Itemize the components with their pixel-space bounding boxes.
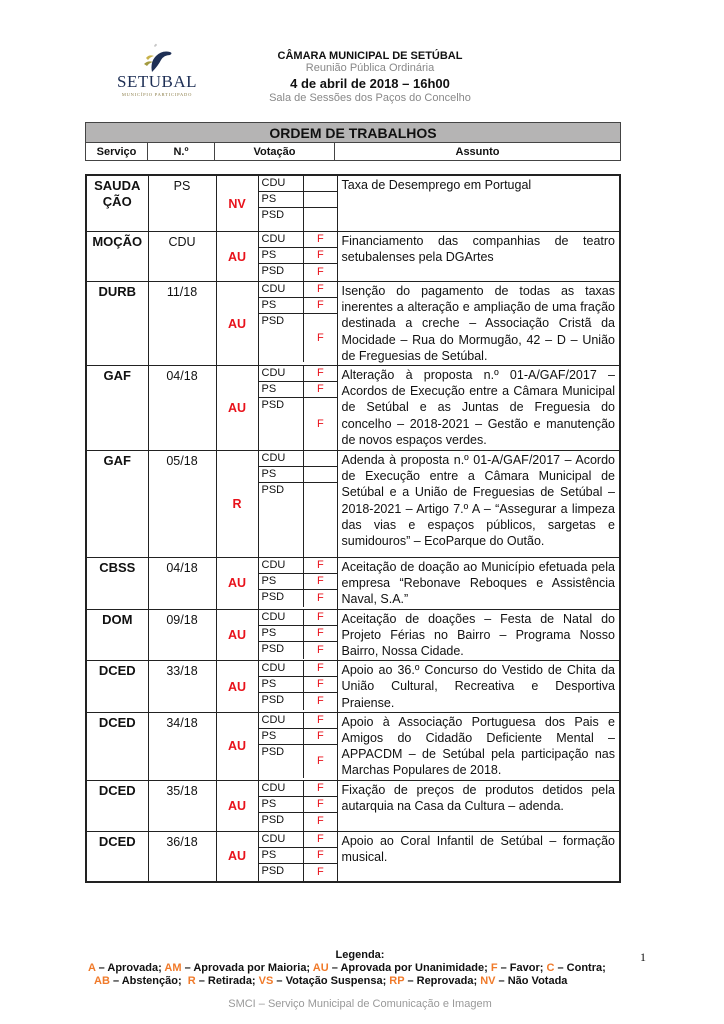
party-name: PSD <box>261 591 285 604</box>
party-vote-row <box>259 796 337 812</box>
logo-wordmark: SETUBAL <box>117 72 197 91</box>
party-votes-cell <box>258 609 337 661</box>
legend-meaning: – Aprovada por Maioria; <box>181 962 313 974</box>
party-name: CDU <box>259 176 304 192</box>
party-votes-table <box>259 781 337 831</box>
party-vote: F <box>304 832 337 848</box>
assunto-cell: Aceitação de doações – Festa de Natal do Projeto Férias no Bairro – Programa Nosso Bairro, Nossa Cidade. <box>337 609 620 661</box>
party-votes-cell <box>258 366 337 451</box>
party-vote: F <box>304 382 337 398</box>
party-vote-row <box>259 176 337 192</box>
column-header-numero: N.º <box>148 143 215 161</box>
column-header-votacao: Votação <box>215 143 335 161</box>
servico-cell: MOÇÃO <box>86 232 148 282</box>
party-vote-row <box>259 744 337 778</box>
party-vote-row <box>259 192 337 208</box>
party-vote-row <box>259 264 337 282</box>
party-vote: F <box>304 590 337 608</box>
assunto-cell: Isenção do pagamento de todas as taxas inerentes a alteração e ampliação de uma fração destinada a creche – Associação Cristã da Mocidade – Rua do Mormugão, 42 – D – União de Freguesias de Setúbal. <box>337 282 620 366</box>
party-vote <box>304 192 337 208</box>
numero-cell: 09/18 <box>148 609 216 661</box>
party-name: CDU <box>259 781 304 797</box>
party-name: CDU <box>259 661 304 677</box>
party-name: CDU <box>259 832 304 848</box>
party-name: PS <box>259 298 304 314</box>
party-vote: F <box>304 398 337 451</box>
party-name: PSD <box>261 745 285 758</box>
party-votes-table <box>259 176 337 231</box>
numero-cell: 11/18 <box>148 282 216 366</box>
party-name: CDU <box>259 232 304 248</box>
party-votes-cell <box>258 661 337 713</box>
agenda-header-table <box>85 122 621 161</box>
party-votes-cell <box>258 712 337 780</box>
party-vote: F <box>304 661 337 677</box>
party-name: PS <box>259 728 304 744</box>
party-vote: F <box>304 298 337 314</box>
institution-name: CÂMARA MUNICIPAL DE SETÚBAL <box>277 50 463 62</box>
numero-cell: CDU <box>148 232 216 282</box>
party-vote: F <box>304 713 337 729</box>
party-vote: F <box>304 728 337 744</box>
party-votes-cell <box>258 558 337 610</box>
party-votes-cell <box>258 831 337 882</box>
assunto-cell: Alteração à proposta n.º 01-A/GAF/2017 – Acordos de Execução entre a Câmara Municipal de Setúbal e as Juntas de Freguesia do concelho – 2018-2021 – Gestão e manutenção de novos espaços verdes. <box>337 366 620 451</box>
party-votes-table <box>259 661 337 710</box>
party-votes-table <box>259 832 337 881</box>
meeting-date-time: 4 de abril de 2018 – 16h00 <box>290 76 450 91</box>
numero-cell: 04/18 <box>148 366 216 451</box>
party-vote <box>304 451 337 467</box>
party-name: PSD <box>261 265 285 277</box>
servico-cell: SAUDA ÇÃO <box>86 175 148 232</box>
footer-text: SMCI – Serviço Municipal de Comunicação e Imagem <box>228 998 492 1010</box>
servico-cell: DURB <box>86 282 148 366</box>
agenda-row <box>86 175 620 232</box>
agenda-title: ORDEM DE TRABALHOS <box>86 123 621 143</box>
party-name: CDU <box>259 366 304 382</box>
party-name: PSD <box>261 399 285 412</box>
legend-code: R <box>187 975 196 987</box>
party-vote-row <box>259 863 337 881</box>
party-vote: F <box>304 796 337 812</box>
party-votes-cell <box>258 451 337 558</box>
party-vote: F <box>304 812 337 831</box>
party-vote-row <box>259 314 337 363</box>
party-vote: F <box>304 625 337 641</box>
party-vote: F <box>304 677 337 693</box>
legend-code: AM <box>164 962 182 974</box>
party-vote <box>304 208 337 232</box>
legend-code: F <box>490 962 498 974</box>
party-votes-table <box>259 610 337 659</box>
agenda-row <box>86 661 620 713</box>
legend-line-1 <box>88 962 648 974</box>
assunto-cell: Taxa de Desemprego em Portugal <box>337 175 620 232</box>
party-name: CDU <box>259 451 304 467</box>
party-vote-row <box>259 693 337 711</box>
legend-meaning: – Favor; <box>497 962 547 974</box>
party-vote-row <box>259 641 337 659</box>
party-name: CDU <box>259 558 304 574</box>
party-votes-table <box>259 232 337 281</box>
votacao-result: R <box>216 451 258 558</box>
column-header-servico: Serviço <box>86 143 148 161</box>
party-vote-row <box>259 398 337 451</box>
agenda-row <box>86 282 620 366</box>
party-votes-cell <box>258 282 337 366</box>
party-name: PS <box>259 192 304 208</box>
logo-emblem-icon <box>140 42 174 74</box>
legend-code: C <box>546 962 555 974</box>
votacao-result: AU <box>216 609 258 661</box>
servico-cell: DOM <box>86 609 148 661</box>
party-vote: F <box>304 863 337 881</box>
party-vote-row <box>259 713 337 729</box>
party-vote-row <box>259 661 337 677</box>
party-vote: F <box>304 264 337 282</box>
votacao-result: AU <box>216 558 258 610</box>
party-name: PSD <box>261 484 285 497</box>
party-vote: F <box>304 366 337 382</box>
legend-meaning: – Abstenção; <box>109 975 188 987</box>
party-votes-table <box>259 713 337 778</box>
party-name: PSD <box>261 315 285 327</box>
party-name: PSD <box>261 813 285 826</box>
agenda-table <box>85 174 621 883</box>
party-vote: F <box>304 558 337 574</box>
party-name: PSD <box>261 694 285 707</box>
servico-cell: GAF <box>86 451 148 558</box>
party-vote: F <box>304 847 337 863</box>
legend-meaning: – Votação Suspensa; <box>273 975 390 987</box>
assunto-cell: Fixação de preços de produtos detidos pela autarquia na Casa da Cultura – adenda. <box>337 780 620 831</box>
legend-meaning: – Não Votada <box>495 975 568 987</box>
party-votes-cell <box>258 232 337 282</box>
party-votes-table <box>259 558 337 607</box>
party-votes-table <box>259 282 337 362</box>
party-vote-row <box>259 298 337 314</box>
numero-cell: 33/18 <box>148 661 216 713</box>
legend-code: AB <box>94 975 110 987</box>
party-vote-row <box>259 781 337 797</box>
meeting-type: Reunião Pública Ordinária <box>305 62 435 74</box>
votacao-result: AU <box>216 282 258 366</box>
party-name: PS <box>259 248 304 264</box>
logo-tagline: MUNICÍPIO PARTICIPADO <box>121 92 193 97</box>
party-vote: F <box>304 574 337 590</box>
party-vote <box>304 483 337 558</box>
party-name: PSD <box>261 209 285 221</box>
legend-meaning: – Retirada; <box>195 975 259 987</box>
party-name: PS <box>259 677 304 693</box>
party-vote: F <box>304 781 337 797</box>
votacao-result: AU <box>216 712 258 780</box>
column-header-assunto: Assunto <box>335 143 621 161</box>
party-name: PSD <box>261 864 285 877</box>
party-vote-row <box>259 382 337 398</box>
agenda-row <box>86 831 620 882</box>
assunto-cell: Apoio ao 36.º Concurso do Vestido de Chita da União Cultural, Recreativa e Desportiva Praiense. <box>337 661 620 713</box>
party-name: PS <box>259 574 304 590</box>
agenda-row <box>86 712 620 780</box>
numero-cell: 34/18 <box>148 712 216 780</box>
legend-code: A <box>88 962 96 974</box>
party-vote: F <box>304 314 337 363</box>
numero-cell: 05/18 <box>148 451 216 558</box>
party-vote-row <box>259 483 337 558</box>
party-vote-row <box>259 847 337 863</box>
assunto-cell: Apoio ao Coral Infantil de Setúbal – formação musical. <box>337 831 620 882</box>
assunto-cell: Apoio à Associação Portuguesa dos Pais e Amigos do Cidadão Deficiente Mental – APPACDM – de Setúbal pela participação nas Marchas Populares de 2018. <box>337 712 620 780</box>
party-name: CDU <box>259 610 304 626</box>
legend-meaning: – Aprovada por Unanimidade; <box>328 962 491 974</box>
party-votes-cell <box>258 175 337 232</box>
legend-meaning: – Contra; <box>554 962 606 974</box>
party-name: PS <box>259 847 304 863</box>
party-name: PS <box>259 796 304 812</box>
assunto-cell: Adenda à proposta n.º 01-A/GAF/2017 – Acordo de Execução entre a Câmara Municipal de Setúbal e a União de Freguesias de Setúbal – 2018-2021 – Artigo 7.º A – “Assegurar a limpeza das vias e espaços públicos, sargetas e sumidouros” – EcoParque do Outão. <box>337 451 620 558</box>
party-vote-row <box>259 677 337 693</box>
party-vote-row <box>259 574 337 590</box>
party-vote-row <box>259 728 337 744</box>
party-vote-row <box>259 282 337 298</box>
meeting-location: Sala de Sessões dos Paços do Concelho <box>269 92 471 104</box>
party-vote <box>304 176 337 192</box>
party-vote-row <box>259 625 337 641</box>
party-vote-row <box>259 208 337 232</box>
servico-cell: DCED <box>86 780 148 831</box>
party-name: PSD <box>261 642 285 655</box>
setubal-logo <box>112 42 202 98</box>
numero-cell: 35/18 <box>148 780 216 831</box>
votacao-result: NV <box>216 175 258 232</box>
votacao-result: AU <box>216 831 258 882</box>
servico-cell: DCED <box>86 712 148 780</box>
party-name: PS <box>259 467 304 483</box>
servico-cell: DCED <box>86 831 148 882</box>
party-vote-row <box>259 812 337 831</box>
party-vote-row <box>259 451 337 467</box>
party-vote-row <box>259 832 337 848</box>
party-vote: F <box>304 232 337 248</box>
agenda-row <box>86 780 620 831</box>
party-vote: F <box>304 282 337 298</box>
votacao-result: AU <box>216 661 258 713</box>
party-name: CDU <box>259 713 304 729</box>
party-vote-row <box>259 232 337 248</box>
legend-meaning: – Aprovada; <box>95 962 165 974</box>
party-vote: F <box>304 610 337 626</box>
agenda-row <box>86 366 620 451</box>
legend-code: AU <box>312 962 329 974</box>
legend-line-2 <box>94 975 654 987</box>
votacao-result: AU <box>216 780 258 831</box>
agenda-row <box>86 558 620 610</box>
party-vote-row <box>259 467 337 483</box>
legend-code: RP <box>389 975 405 987</box>
numero-cell: 36/18 <box>148 831 216 882</box>
party-name: PS <box>259 382 304 398</box>
numero-cell: PS <box>148 175 216 232</box>
party-votes-table <box>259 366 337 450</box>
party-votes-cell <box>258 780 337 831</box>
numero-cell: 04/18 <box>148 558 216 610</box>
servico-cell: CBSS <box>86 558 148 610</box>
party-vote-row <box>259 366 337 382</box>
agenda-row <box>86 232 620 282</box>
party-vote: F <box>304 744 337 778</box>
agenda-row <box>86 451 620 558</box>
servico-cell: DCED <box>86 661 148 713</box>
assunto-cell: Aceitação de doação ao Município efetuada pela empresa “Rebonave Reboques e Assistência Naval, S.A.” <box>337 558 620 610</box>
legend-meaning: – Reprovada; <box>404 975 481 987</box>
agenda-row <box>86 609 620 661</box>
party-vote-row <box>259 590 337 608</box>
party-votes-table <box>259 451 337 557</box>
party-vote-row <box>259 558 337 574</box>
legend-code: VS <box>258 975 274 987</box>
party-name: CDU <box>259 282 304 298</box>
votacao-result: AU <box>216 366 258 451</box>
party-name: PS <box>259 625 304 641</box>
votacao-result: AU <box>216 232 258 282</box>
party-vote: F <box>304 641 337 659</box>
party-vote-row <box>259 610 337 626</box>
servico-cell: GAF <box>86 366 148 451</box>
party-vote: F <box>304 248 337 264</box>
party-vote-row <box>259 248 337 264</box>
assunto-cell: Financiamento das companhias de teatro setubalenses pela DGArtes <box>337 232 620 282</box>
page-number: 1 <box>640 950 646 964</box>
legend-code: NV <box>480 975 496 987</box>
party-vote <box>304 467 337 483</box>
party-vote: F <box>304 693 337 711</box>
legend-title: Legenda: <box>335 949 385 961</box>
